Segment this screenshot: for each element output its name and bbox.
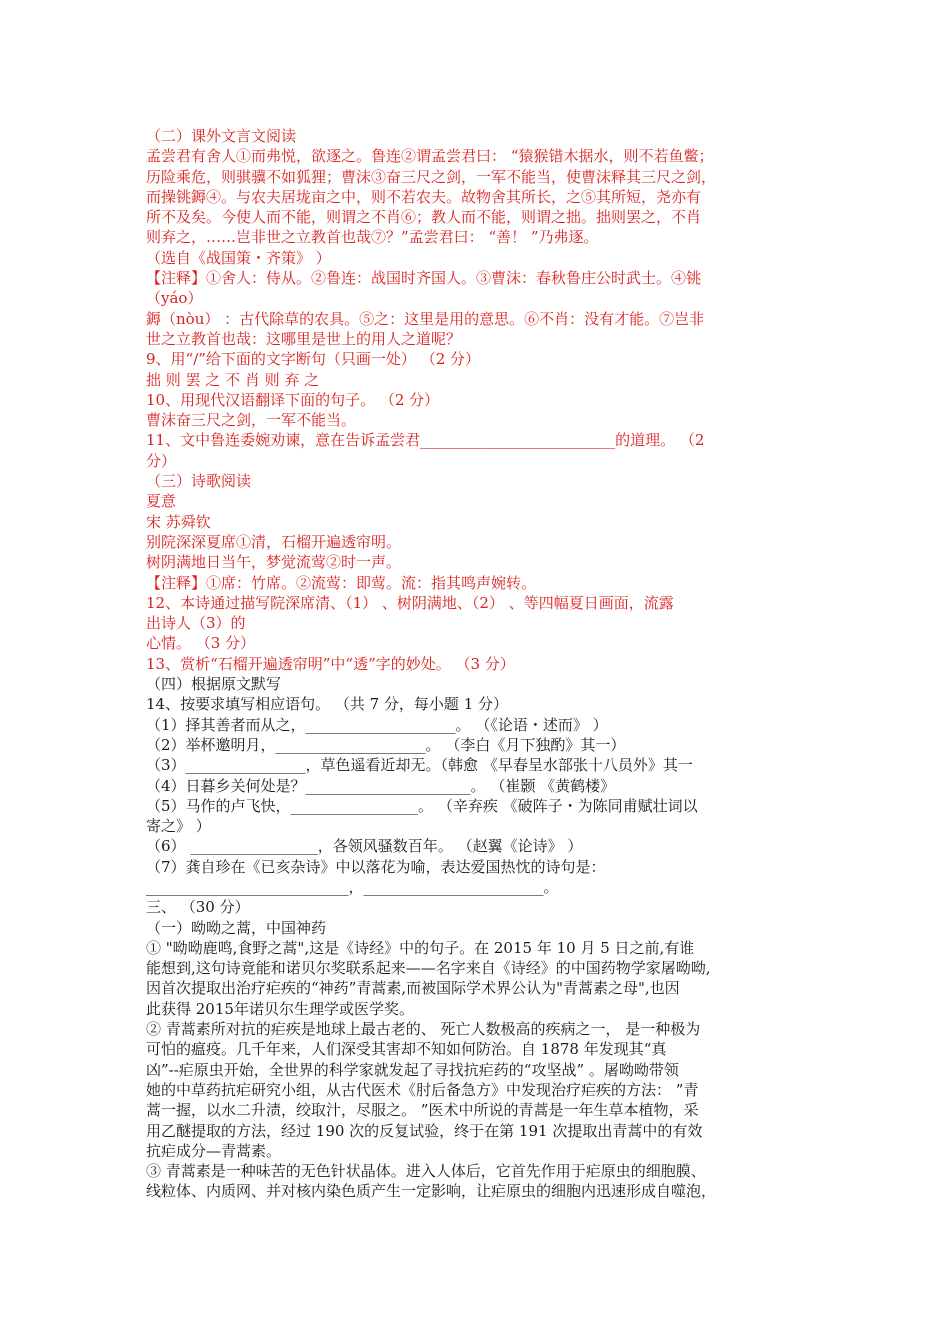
text-line: 世之立教首也哉：这哪里是世上的用人之道呢？ (146, 329, 462, 348)
text-line: ② 青蒿素所对抗的疟疾是地球上最古老的、 死亡人数极高的疾病之一， 是一种极为 (146, 1020, 701, 1039)
text-line: （4）日暮乡关何处是？______________________。 （崔颢 《黄鹤楼》 (146, 776, 616, 795)
text-line: 夏意 (146, 492, 177, 511)
text-line: 能想到,这句诗竟能和诺贝尔奖联系起来——名字来自《诗经》的中国药物学家屠呦呦, (146, 959, 711, 978)
document-page (146, 126, 810, 1202)
text-line: 此获得 2015年诺贝尔生理学或医学奖。 (146, 999, 414, 1018)
text-line: 11、文中鲁连委婉劝谏，意在告诉孟尝君__________________________的道理。 （2 (146, 431, 705, 450)
text-line: 心情。 （3 分） (146, 634, 256, 653)
text-line: ③ 青蒿素是一种味苦的无色针状晶体。进入人体后，它首先作用于疟原虫的细胞膜、 (146, 1162, 706, 1181)
text-line: 而操铫鎒④。与农夫居垅亩之中，则不若农夫。故物舍其所长，之⑤其所短，尧亦有 (146, 187, 702, 206)
text-line: 别院深深夏席①清，石榴开遍透帘明。 (146, 532, 402, 551)
text-line: 9、用“/”给下面的文字断句（只画一处） （2 分） (146, 350, 481, 369)
text-line: 三、 （30 分） (146, 898, 250, 917)
text-line: 曹沫奋三尺之剑，一军不能当。 (146, 411, 357, 430)
text-line: 孟尝君有舍人①而弗悦，欲逐之。鲁连②谓孟尝君曰： “猿猴错木据水，则不若鱼鳖； (146, 147, 714, 166)
text-line: （三）诗歌阅读 (146, 472, 252, 491)
text-line: 鎒（nòu） ：古代除草的农具。⑤之：这里是用的意思。⑥不肖：没有才能。⑦岂非 (146, 309, 705, 328)
text-line: ① "呦呦鹿鸣,食野之蒿",这是《诗经》中的句子。在 2015 年 10 月 5 日之前,有谁 (146, 938, 695, 957)
text-line: 树阴满地日当午，梦觉流莺②时一声。 (146, 553, 402, 572)
text-line: （四）根据原文默写 (146, 675, 282, 694)
text-line: 14、按要求填写相应语句。 （共 7 分，每小题 1 分） (146, 695, 509, 714)
text-line: 则弃之，……岂非世之立教首也哉⑦？”孟尝君曰： “善！ ”乃弗逐。 (146, 228, 599, 247)
text-line: （2）举杯邀明月，____________________。 （李白《月下独酌》其一） (146, 735, 626, 754)
text-line: 历险乘危，则骐骥不如狐狸；曹沫③奋三尺之剑，一军不能当，使曹沫释其三尺之剑， (146, 167, 717, 186)
text-line: （7）龚自珍在《已亥杂诗》中以落花为喻，表达爱国热忱的诗句是： (146, 857, 606, 876)
text-line: 【注释】①舍人：侍从。②鲁连：战国时齐国人。③曹沫：春秋鲁庄公时武士。④铫 (146, 269, 702, 288)
text-line: （6） _________________，各领风骚数百年。 （赵翼《论诗》 ） (146, 837, 583, 856)
text-line: 用乙醚提取的方法，经过 190 次的反复试验，终于在第 191 次提取出青蒿中的有效 (146, 1121, 703, 1140)
text-line: （3）________________，草色遥看近却无。（韩愈 《早春呈水部张十八员外》其一 (146, 756, 693, 775)
text-line: 12、本诗通过描写院深席清、（1） 、树阴满地、（2） 、等四幅夏日画面，流露 (146, 593, 674, 612)
text-line: （一）呦呦之蒿，中国神药 (146, 918, 327, 937)
text-line: （yáo） (146, 289, 203, 308)
text-line: 10、用现代汉语翻译下面的句子。 （2 分） (146, 390, 440, 409)
text-line: （二）课外文言文阅读 (146, 127, 297, 145)
text-line: 分） (146, 451, 177, 470)
text-line: 因首次提取出治疗疟疾的“神药”青蒿素,而被国际学术界公认为"青蒿素之母",也因 (146, 979, 680, 998)
text-line: （1）择其善者而从之，____________________。 （《论语・述而》 ） (146, 715, 608, 734)
text-line: （选自《战国策・齐策》 ） (146, 248, 331, 267)
text-line: ___________________________，________________________。 (146, 877, 559, 896)
text-line: 可怕的瘟疫。几千年来，人们深受其害却不知如何防治。自 1878 年发现其“真 (146, 1040, 667, 1059)
text-line: 所不及矣。今使人而不能，则谓之不肖⑥；教人而不能，则谓之拙。拙则罢之，不肖 (146, 208, 702, 227)
text-line: 她的中草药抗疟研究小组，从古代医术《肘后备急方》中发现治疗疟疾的方法： ”青 (146, 1080, 699, 1099)
text-line: 凶”--疟原虫开始，全世界的科学家就发起了寻找抗疟药的“攻坚战” 。屠呦呦带领 (146, 1060, 679, 1079)
text-line: 宋 苏舜钦 (146, 512, 211, 531)
text-line: 出诗人（3）的 (146, 614, 246, 633)
text-line: 蒿一握，以水二升渍，绞取汁，尽服之。 ”医术中所说的青蒿是一年生草本植物，采 (146, 1101, 699, 1120)
text-line: 【注释】①席：竹席。②流莺：即莺。流：指其鸣声婉转。 (146, 573, 537, 592)
text-line: （5）马作的卢飞快，_________________。 （辛弃疾 《破阵子・为陈同甫赋壮词以 (146, 796, 698, 815)
text-line: 线粒体、内质网、并对核内染色质产生一定影响，让疟原虫的细胞内迅速形成自噬泡， (146, 1182, 717, 1201)
text-line: 抗疟成分—青蒿素。 (146, 1141, 282, 1160)
text-line: 拙 则 罢 之 不 肖 则 弃 之 (146, 370, 320, 389)
text-line: 13、赏析“石榴开遍透帘明”中“透”字的妙处。 （3 分） (146, 654, 515, 673)
text-line: 寄之》 ） (146, 817, 211, 836)
